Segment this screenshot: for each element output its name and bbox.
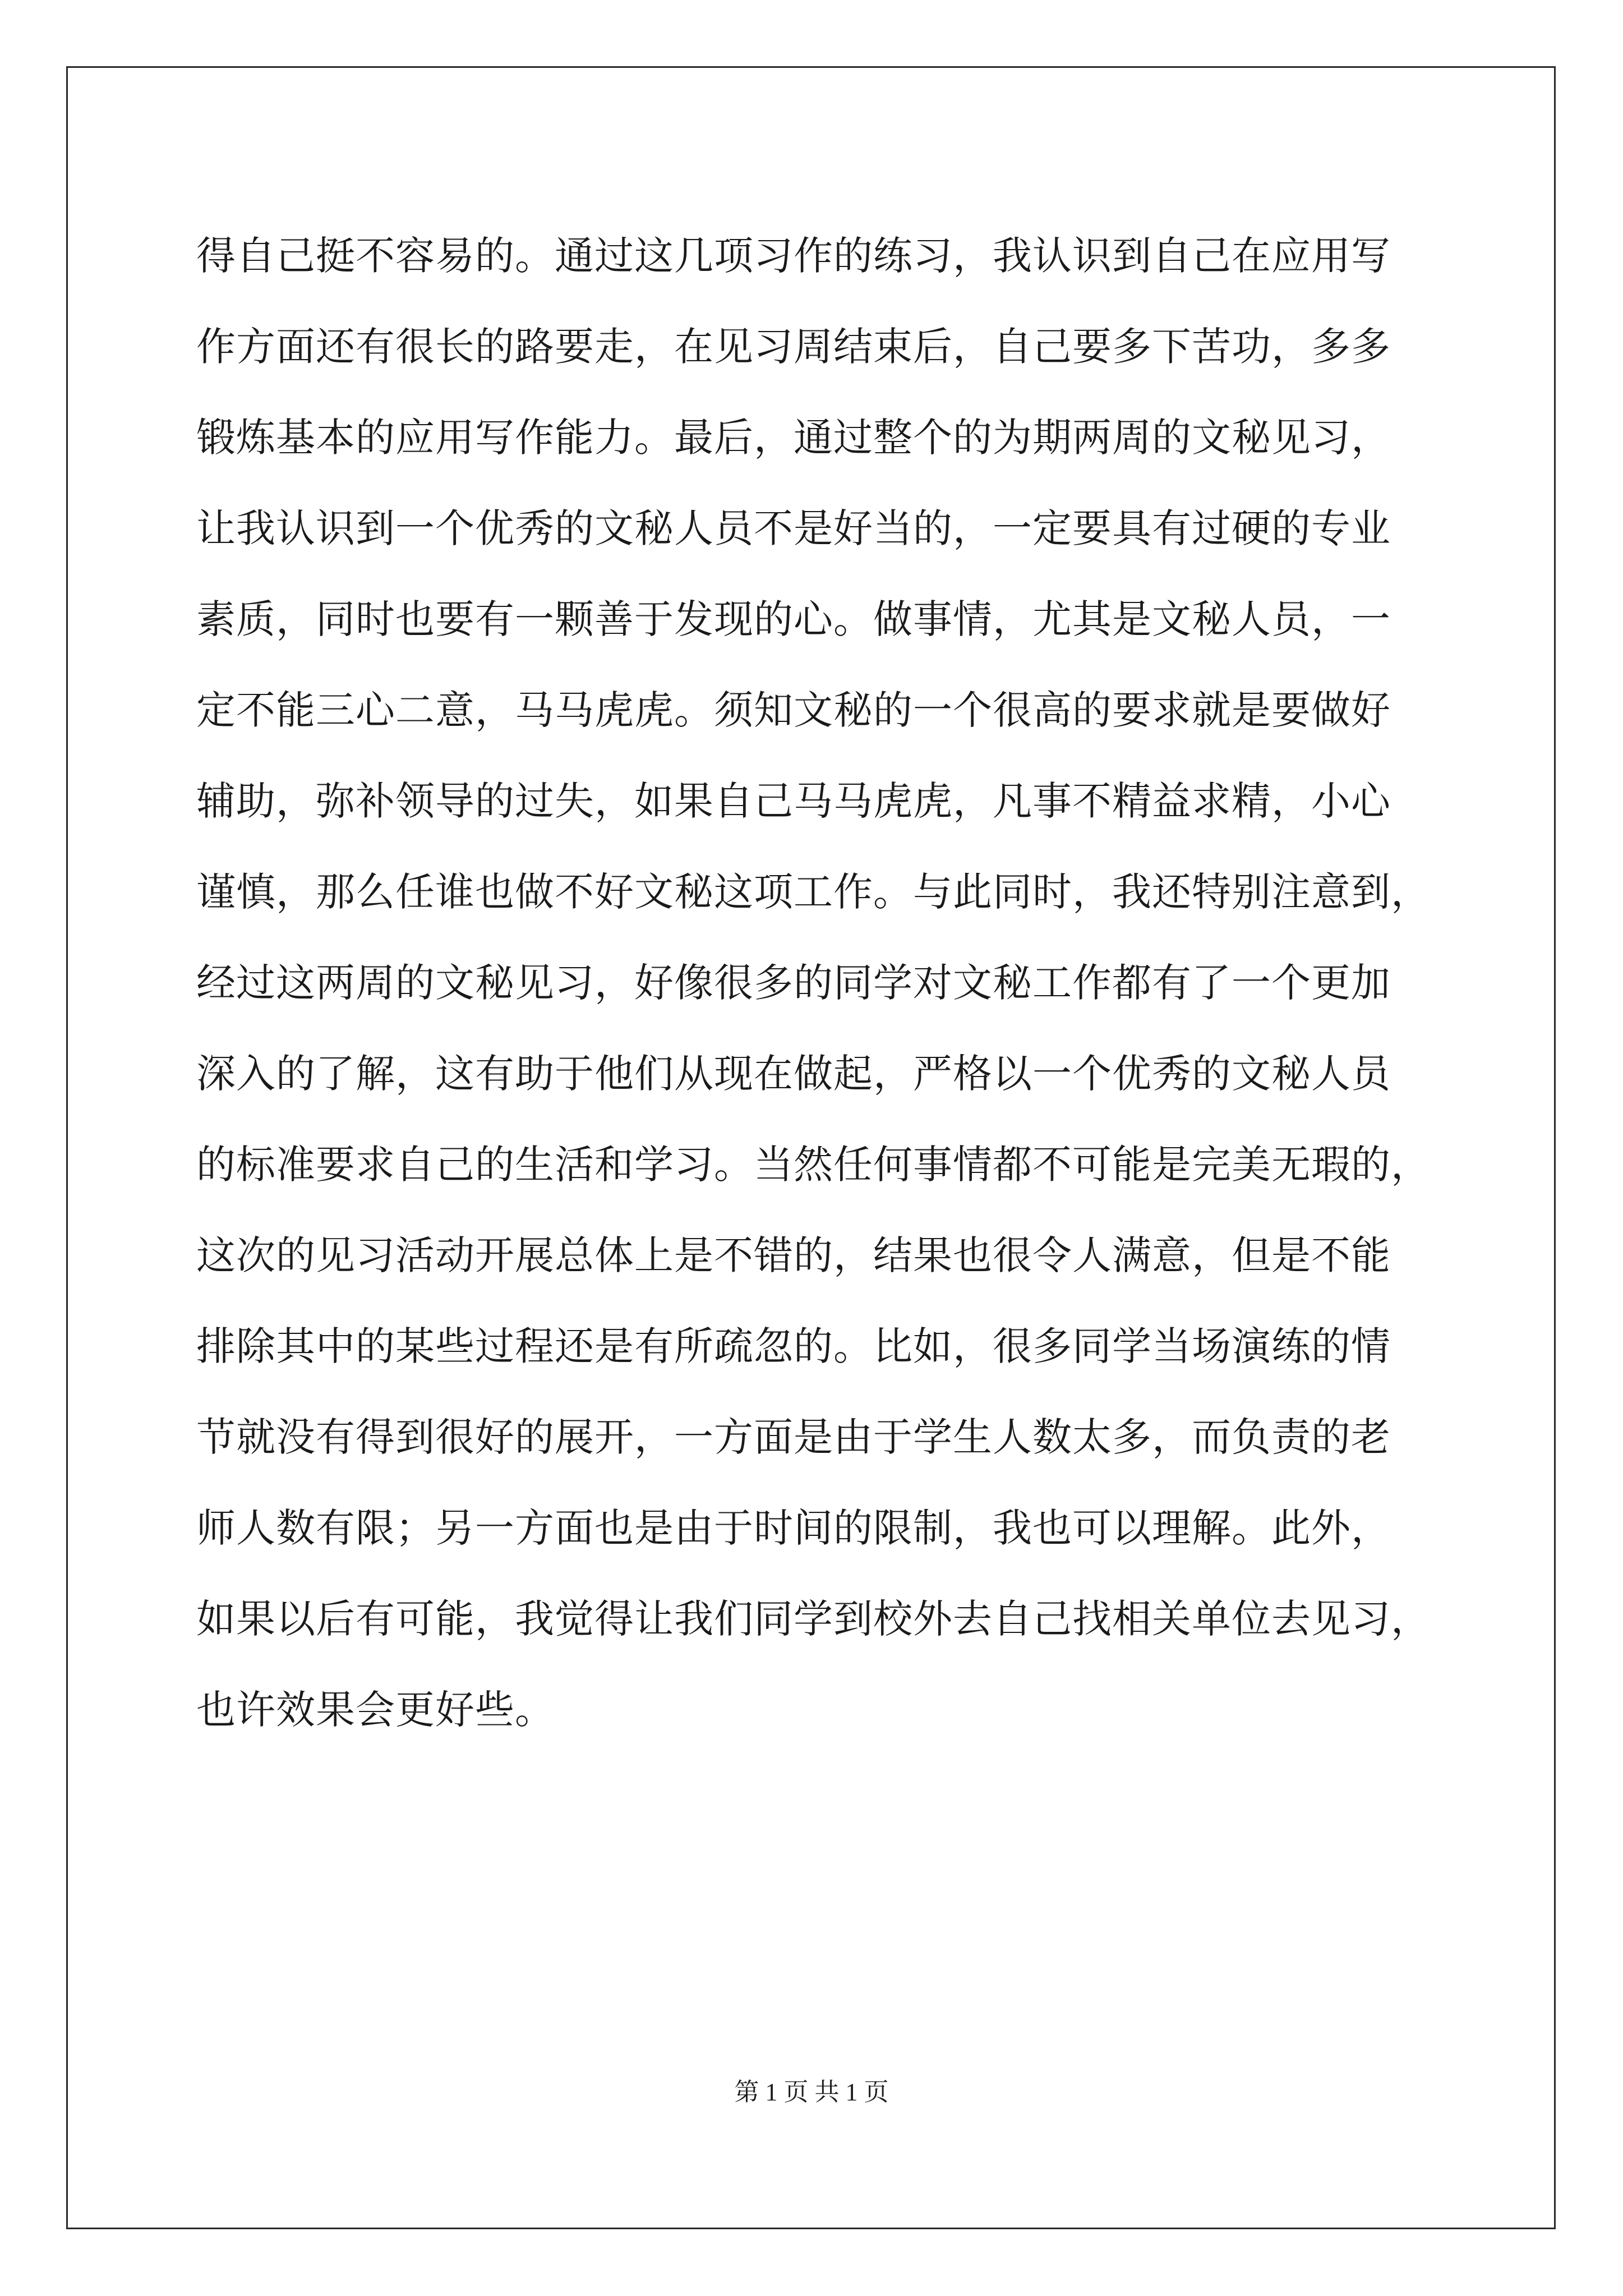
- text-line: 这次的见习活动开展总体上是不错的，结果也很令人满意，但是不能: [196, 1232, 1391, 1278]
- text-line: 经过这两周的文秘见习，好像很多的同学对文秘工作都有了一个更加: [196, 960, 1391, 1006]
- text-line: 辅助，弥补领导的过失，如果自己马马虎虎，凡事不精益求精，小心: [196, 778, 1391, 824]
- text-line: 的标准要求自己的生活和学习。当然任何事情都不可能是完美无瑕的，: [196, 1142, 1431, 1188]
- text-line: 也许效果会更好些。: [196, 1687, 555, 1733]
- text-line: 让我认识到一个优秀的文秘人员不是好当的，一定要具有过硬的专业: [196, 505, 1391, 551]
- text-line: 锻炼基本的应用写作能力。最后，通过整个的为期两周的文秘见习，: [196, 415, 1391, 461]
- document-body: [196, 210, 1430, 1755]
- text-line: 深入的了解，这有助于他们从现在做起，严格以一个优秀的文秘人员: [196, 1051, 1391, 1097]
- text-line: 得自己挺不容易的。通过这几项习作的练习，我认识到自己在应用写: [196, 233, 1391, 279]
- text-line: 素质，同时也要有一颗善于发现的心。做事情，尤其是文秘人员，一: [196, 596, 1391, 642]
- text-line: 师人数有限；另一方面也是由于时间的限制，我也可以理解。此外，: [196, 1505, 1391, 1551]
- text-line: 节就没有得到很好的展开，一方面是由于学生人数太多，而负责的老: [196, 1414, 1391, 1460]
- text-line: 谨慎，那么任谁也做不好文秘这项工作。与此同时，我还特别注意到，: [196, 869, 1431, 915]
- text-line: 如果以后有可能，我觉得让我们同学到校外去自己找相关单位去见习，: [196, 1596, 1431, 1642]
- page-number-footer: 第 1 页 共 1 页: [734, 2078, 889, 2106]
- text-line: 排除其中的某些过程还是有所疏忽的。比如，很多同学当场演练的情: [196, 1323, 1391, 1369]
- text-line: 定不能三心二意，马马虎虎。须知文秘的一个很高的要求就是要做好: [196, 687, 1391, 733]
- text-line: 作方面还有很长的路要走，在见习周结束后，自己要多下苦功，多多: [196, 324, 1391, 370]
